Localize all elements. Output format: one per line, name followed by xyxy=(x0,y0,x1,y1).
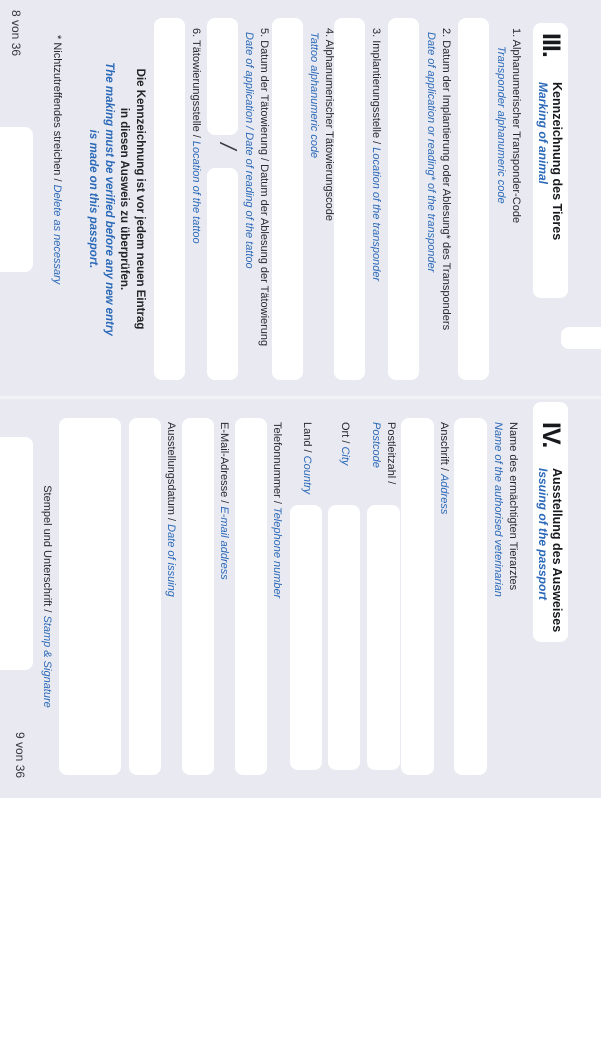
cutoff-box-bottom-right-page xyxy=(0,437,33,670)
label-city-de: Ort / xyxy=(339,422,351,447)
label-transponder-code-en: Transponder alphanumeric code xyxy=(495,46,507,204)
city-field[interactable] xyxy=(328,505,360,770)
label-country-en: Country xyxy=(301,455,313,495)
postcode-field[interactable] xyxy=(367,505,400,770)
section-iv-title-de: Ausstellung des Ausweises xyxy=(550,468,564,633)
delete-footnote xyxy=(51,35,63,284)
label-city-en: City xyxy=(339,446,351,466)
label-address-en: Address xyxy=(438,473,450,515)
tattoo-date-field-2[interactable] xyxy=(207,168,238,380)
note-de-line2: in diesen Ausweis zu überprüfen. xyxy=(118,107,131,291)
section-iv-title xyxy=(536,468,564,632)
label-stamp-signature-en: Stamp & Signature xyxy=(41,615,53,708)
label-phone-en: Telephone number xyxy=(271,506,283,599)
delete-footnote-de: * Nichtzutreffendes streichen / xyxy=(51,35,63,185)
label-country-de: Land / xyxy=(301,422,313,456)
label-implant-date-de: 2. Datum der Implantierung oder Ablesung* des Transponders xyxy=(440,28,452,331)
label-email-en: E-mail address xyxy=(218,506,230,580)
label-transponder-location xyxy=(369,28,382,281)
label-transponder-location-de: 3. Implantierungsstelle / xyxy=(370,28,382,148)
note-en-line2: is made on this passport. xyxy=(87,129,100,269)
label-city xyxy=(338,422,351,465)
verification-note xyxy=(85,18,147,380)
section-iii-header xyxy=(533,23,568,298)
section-iii-number: III. xyxy=(537,33,565,57)
country-field[interactable] xyxy=(290,505,322,770)
section-iv-title-en: Issuing of the passport xyxy=(536,468,550,601)
label-phone-de: Telefonnummer / xyxy=(271,422,283,507)
tattoo-location-field[interactable] xyxy=(154,18,185,380)
label-tattoo-location-en: Location of the tattoo xyxy=(190,140,202,244)
label-vet-name-de: Name des ermächtigten Tierarztes xyxy=(507,422,519,591)
vet-name-field[interactable] xyxy=(454,418,487,775)
label-email xyxy=(217,422,230,580)
email-field[interactable] xyxy=(182,418,214,775)
label-implant-date-en: Date of application or reading* of the transponder xyxy=(425,32,437,273)
transponder-code-field[interactable] xyxy=(458,18,489,380)
cutoff-box-top-left-page xyxy=(561,327,601,349)
note-de-line1: Die Kennzeichnung ist vor jedem neuen Eintrag xyxy=(134,68,146,330)
tattoo-date-field-1[interactable] xyxy=(207,18,238,135)
section-iii-title-en: Marking of animal xyxy=(536,82,550,185)
label-tattoo-code-de: 4. Alphanumerischer Tätowierungscode xyxy=(323,28,335,222)
label-transponder-code-de: 1. Alphanumerischer Transponder-Code xyxy=(510,28,522,224)
label-issue-date-de: Ausstellungsdatum / xyxy=(165,422,177,525)
transponder-location-field[interactable] xyxy=(334,18,365,380)
label-address xyxy=(437,422,450,514)
label-phone xyxy=(270,422,283,598)
date-separator-slash: / xyxy=(215,143,241,150)
page-number-9: 9 von 36 xyxy=(13,732,27,779)
section-iv-number: IV. xyxy=(537,422,565,448)
phone-field[interactable] xyxy=(235,418,267,775)
label-vet-name-en: Name of the authorised veterinarian xyxy=(492,422,504,597)
note-en-line1: The making must be verified before any new entry xyxy=(103,62,115,336)
label-postcode-en: Postcode xyxy=(370,422,382,468)
label-issue-date-en: Date of issuing xyxy=(165,524,177,597)
page-number-8: 8 von 36 xyxy=(9,10,23,57)
cutoff-box-bottom-left-page xyxy=(0,127,33,272)
passport-page-9 xyxy=(0,398,601,798)
tattoo-code-field[interactable] xyxy=(272,18,303,380)
stamp-signature-box[interactable] xyxy=(59,418,121,775)
label-tattoo-location xyxy=(189,28,202,244)
implant-date-field[interactable] xyxy=(388,18,419,380)
label-tattoo-location-de: 6. Tätowierungsstelle / xyxy=(190,28,202,141)
label-tattoo-date-de: 5. Datum der Tätowierung / Datum der Ablesung der Tätowierung xyxy=(258,28,270,347)
delete-footnote-en: Delete as necessary xyxy=(51,184,63,285)
address-field[interactable] xyxy=(401,418,434,775)
passport-page-8 xyxy=(0,0,601,397)
issue-date-field[interactable] xyxy=(129,418,161,775)
label-stamp-signature-de: Stempel und Unterschrift / xyxy=(41,485,53,616)
label-postcode-de: Postleitzahl / xyxy=(385,422,397,485)
label-stamp-signature xyxy=(40,418,53,775)
label-issue-date xyxy=(164,422,177,597)
label-email-de: E-Mail-Adresse / xyxy=(218,422,230,507)
section-iii-title-de: Kennzeichnung des Tieres xyxy=(550,82,564,241)
label-address-de: Anschrift / xyxy=(438,422,450,474)
label-tattoo-code-en: Tattoo alphanumeric code xyxy=(308,32,320,159)
label-transponder-location-en: Location of the transponder xyxy=(370,147,382,282)
label-tattoo-date-en: Date of application / Date of reading of the tattoo xyxy=(243,32,255,269)
section-iv-header xyxy=(533,402,568,642)
section-iii-title xyxy=(536,82,564,240)
label-country xyxy=(300,422,313,494)
